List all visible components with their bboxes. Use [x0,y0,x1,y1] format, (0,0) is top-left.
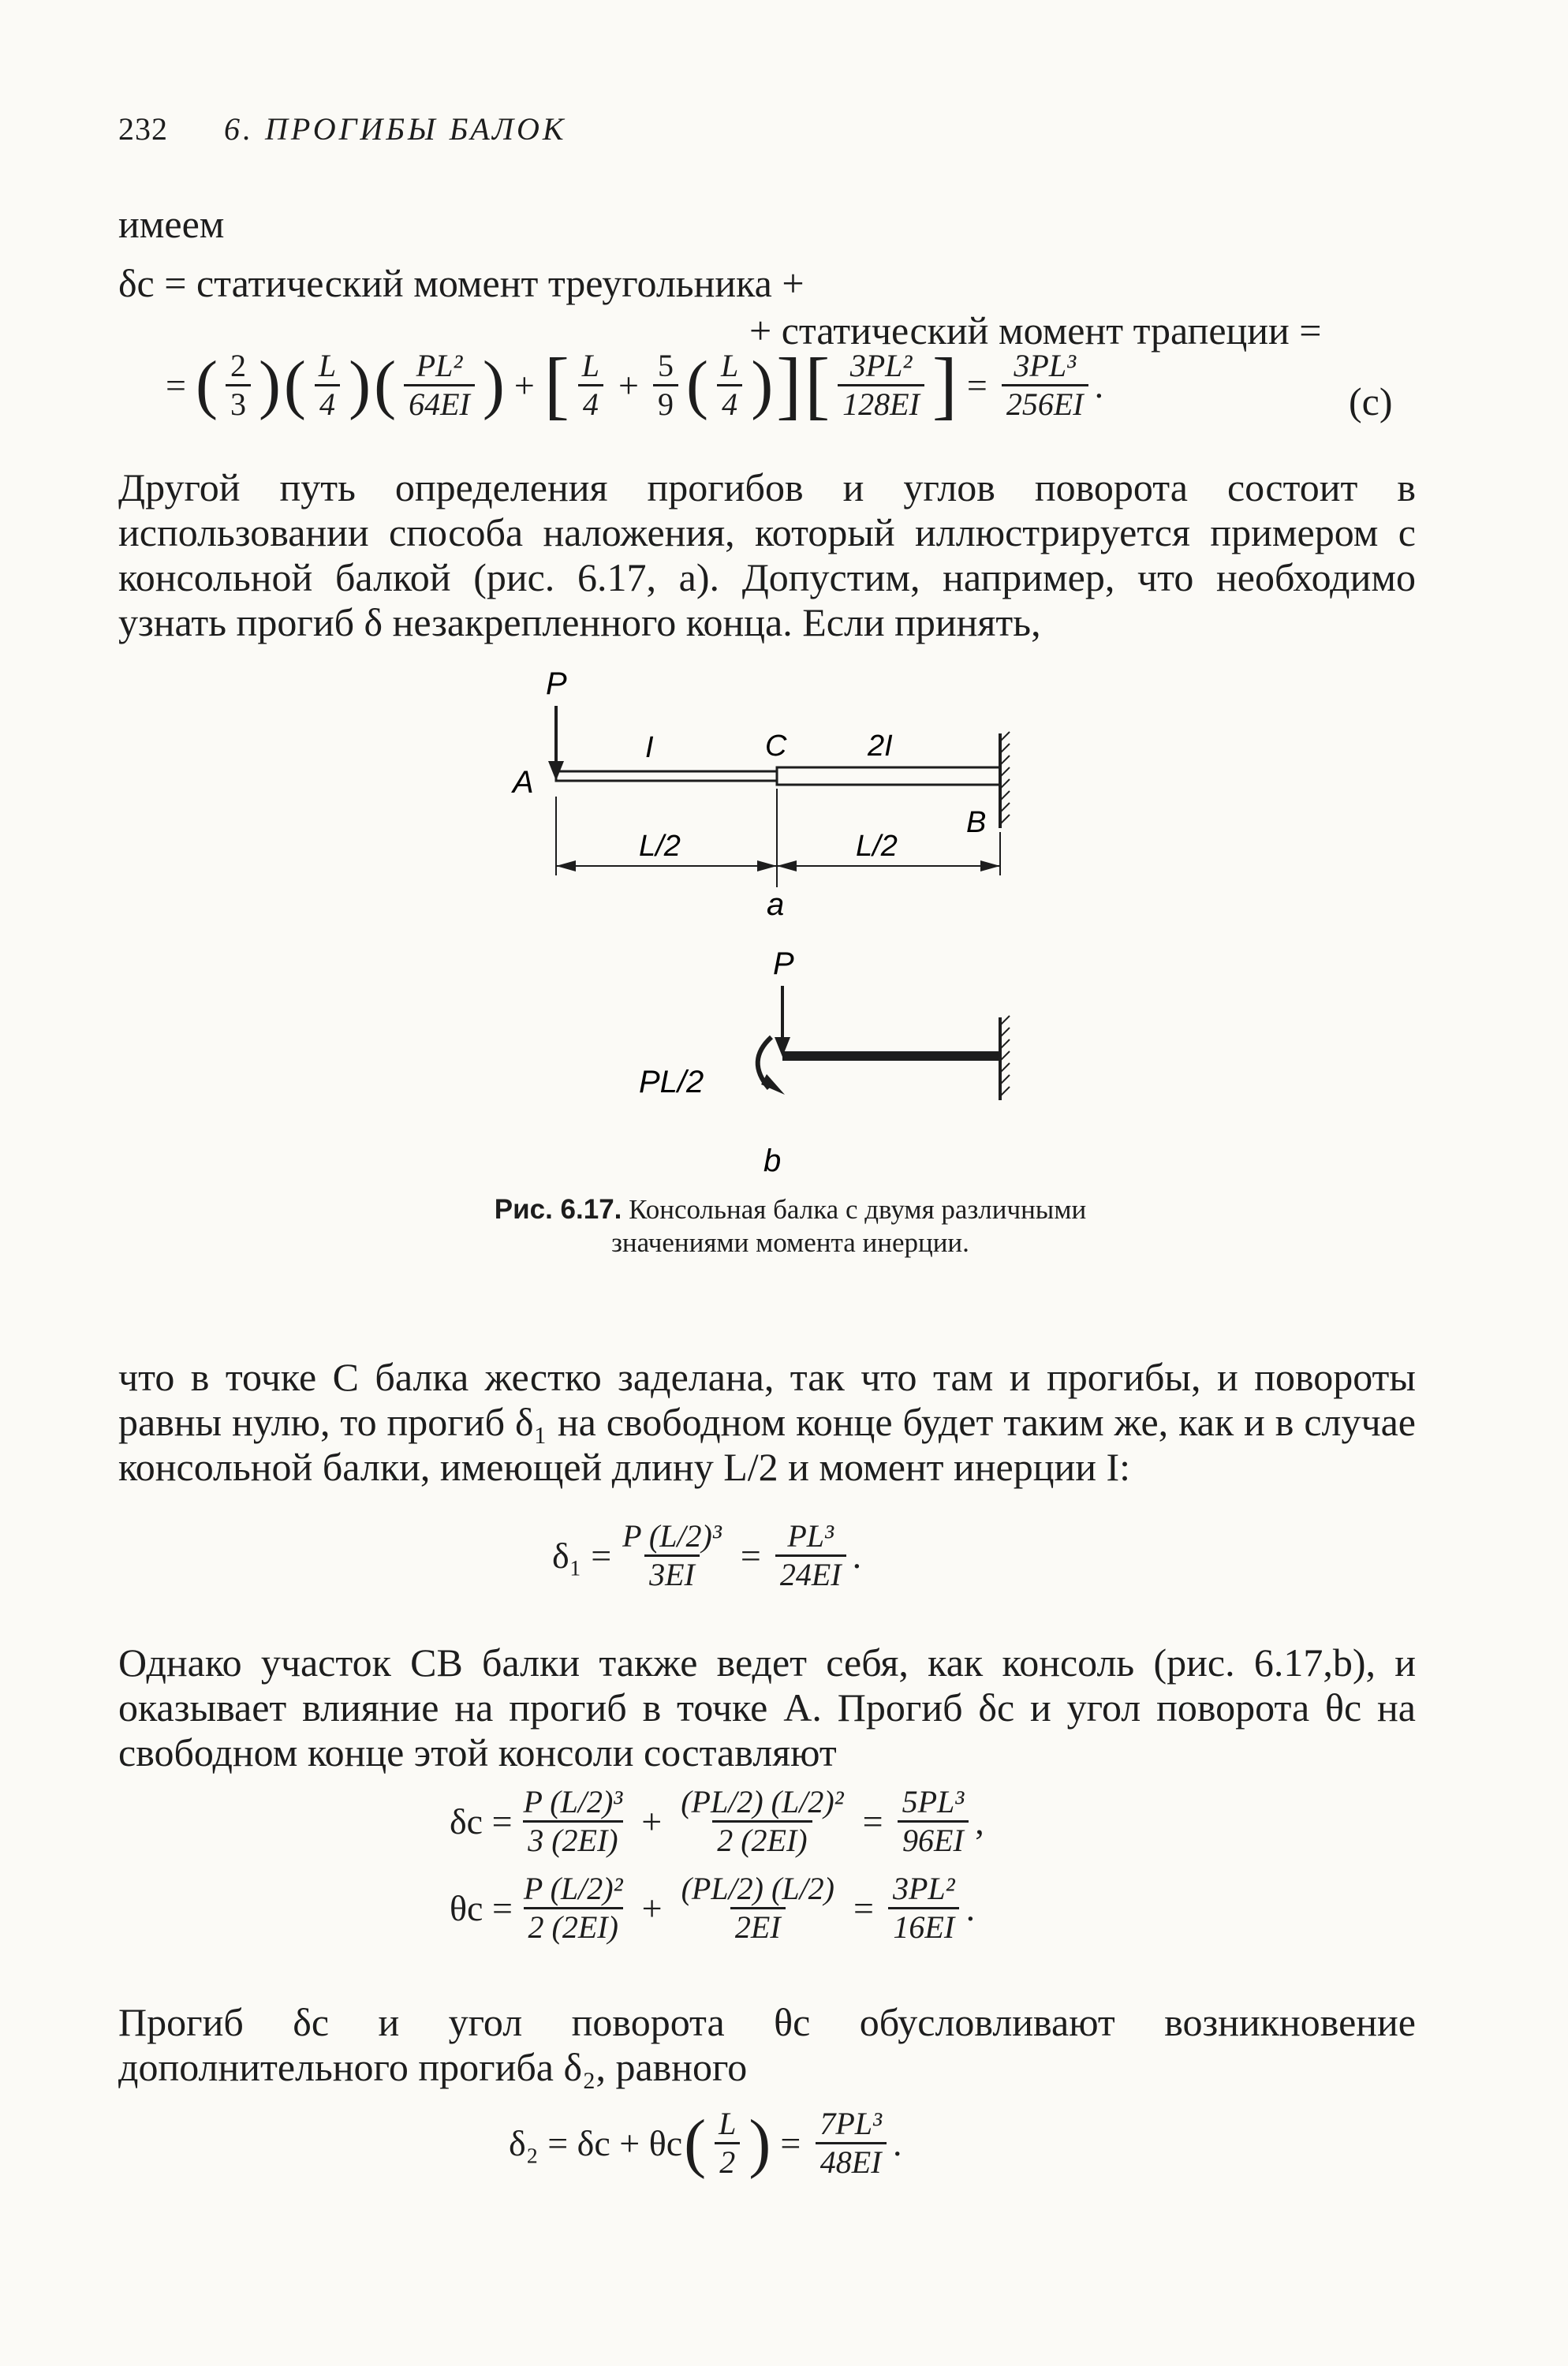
label-B: B [966,806,987,839]
chapter-title: 6. ПРОГИБЫ БАЛОК [224,111,567,147]
eq-c-frac4-den: 4 [578,384,603,423]
theta-c-frac2-num: (PL/2) (L/2) [681,1871,834,1906]
eq-c-frac8-num: 3PL³ [1014,347,1077,383]
theta-c-frac2-den: 2EI [730,1907,786,1946]
beam-segment-I [556,771,777,781]
figure-6-17 [473,662,1073,1199]
text-imeem: имеем [118,202,225,246]
label-A: A [513,765,534,800]
delta2-frac2-den: 48EI [816,2142,887,2181]
dim-arrow-2 [757,860,777,871]
eq-c-frac3-den: 64EI [404,384,475,423]
label-L2-left: L/2 [639,830,681,863]
paragraph-1: Другой путь определения прогибов и углов поворота состоит в использовании способа наложения, который иллюстрируется примером с консольной балкой (рис. 6.17, а). Допустим, например, что необходимо узнать прогиб δ незакрепленного конца. Если принять, [118,465,1416,644]
moment-arrowhead [761,1074,785,1095]
label-P-b: P [773,946,794,981]
equation-c-label: (с) [1349,379,1393,424]
theta-c-lhs: θc = [450,1888,513,1928]
delta2-lhs: δ₂ = δc + θc [509,2123,683,2163]
delta1-frac1-num: P (L/2)³ [622,1518,722,1554]
delta-c-lhs: δc = [450,1801,513,1842]
label-I: I [645,731,654,764]
delta2-frac2-num: 7PL³ [819,2106,882,2141]
delta-c-frac2-num: (PL/2) (L/2)² [681,1784,844,1819]
figure-caption [483,1193,1098,1260]
caption-number: Рис. 6.17. [494,1194,622,1225]
delta-c-frac2-den: 2 (2EI) [712,1820,812,1859]
eq-c-frac1-den: 3 [226,384,251,423]
eq-c-frac7-den: 128EI [838,384,924,423]
beam-b [782,1051,1000,1061]
label-P-a: P [546,666,567,701]
theta-c-frac3-den: 16EI [888,1907,959,1946]
beam-segment-2I [777,767,1000,785]
delta2-frac1-den: 2 [715,2142,740,2181]
delta-c-line1: δc = статический момент треугольника + [118,261,805,305]
delta-c-frac1-num: P (L/2)³ [523,1784,623,1819]
dim-arrow-4 [980,860,1000,871]
eq-c-frac6-den: 4 [717,384,742,423]
eq-c-frac3-num: PL² [416,347,463,383]
label-2I: 2I [868,730,893,763]
label-PL2: PL/2 [639,1065,704,1099]
delta-c-line2: + статический момент трапеции = [749,308,1322,353]
eq-c-frac5-num: 5 [658,347,674,383]
theta-c-frac3-num: 3PL² [892,1871,955,1906]
paragraph-3: Однако участок CB балки также ведет себя, как консоль (рис. 6.17,b), и оказывает влияние на прогиб в точке A. Прогиб δc и угол поворота θc на свободном конце этой консоли составляют [118,1640,1416,1774]
eq-c-frac6-num: L [720,347,739,383]
delta-c-frac3-den: 96EI [898,1820,969,1859]
delta2-frac1-num: L [719,2106,737,2141]
label-a: a [767,887,785,922]
equation-c: = ( $\frac{2}{3}$ ) ( $\frac{L}{4}$ ) ( $\frac{\text{PL²}}{64EI}$ ) + [ $\frac{L}{4}$ + $\frac{5}{9}$ ( $\frac{L}{4}$ ) ] [ $\frac{\text{3PL²}}{128EI}$ ] = $\frac{\text{3PL³}}{256EI}$ . [166,342,1104,427]
eq-c-frac5-den: 9 [653,384,678,423]
delta-c-frac1-den: 3 (2EI) [523,1820,622,1859]
eq-c-frac2-num: L [318,347,337,383]
theta-c-frac1-den: 2 (2EI) [524,1907,623,1946]
delta1-lhs: δ₁ = [552,1536,612,1576]
eq-c-frac1-num: 2 [230,347,246,383]
paragraph-4: Прогиб δc и угол поворота θc обусловливают возникновение дополнительного прогиба δ₂, равного [118,2000,1416,2089]
equation-theta-c: θc = $\frac{\text{P (L/2)²}}{2 (2EI)}$ + $\frac{(PL/2) (L/2)}{2EI}$ = $\frac{\text{3PL²}}{16EI}$ . [450,1871,976,1945]
eq-c-frac8-den: 256EI [1002,384,1088,423]
equation-delta2: δ₂ = δc + θc ( $\frac{L}{2}$ ) = $\frac{\text{7PL³}}{48EI}$ . [509,2106,902,2180]
eq-c-frac7-num: 3PL² [849,347,913,383]
delta1-frac2-den: 24EI [775,1554,846,1593]
equation-delta1: δ₁ = $\frac{\text{P (L/2)³}}{3EI}$ = $\frac{\text{PL³}}{24EI}$ . [552,1518,862,1592]
label-C: C [765,730,787,763]
theta-c-frac1-num: P (L/2)² [523,1871,623,1906]
label-L2-right: L/2 [856,830,898,863]
paragraph-2: что в точке C балка жестко заделана, так что там и прогибы, и повороты равны нулю, то прогиб δ₁ на свободном конце будет таким же, как и в случае консольной балки, имеющей длину L/2 и момент инерции I: [118,1355,1416,1489]
label-b: b [763,1144,782,1178]
eq-c-frac2-den: 4 [315,384,340,423]
delta-c-frac3-num: 5PL³ [902,1784,965,1819]
dim-arrow-3 [777,860,797,871]
equation-delta-c: δc = $\frac{\text{P (L/2)³}}{3 (2EI)}$ + $\frac{\text{(PL/2) (L/2)²}}{2 (2EI)}$ = $\frac{\text{5PL³}}{96EI}$ , [450,1784,984,1858]
delta1-frac2-num: PL³ [787,1518,834,1554]
page-header [118,110,567,147]
eq-c-frac4-num: L [581,347,600,383]
dim-arrow-1 [556,860,576,871]
caption-text: Консольная балка с двумя различными значениями момента инерции. [611,1194,1087,1258]
delta1-frac1-den: 3EI [644,1554,700,1593]
page-number: 232 [118,111,168,147]
